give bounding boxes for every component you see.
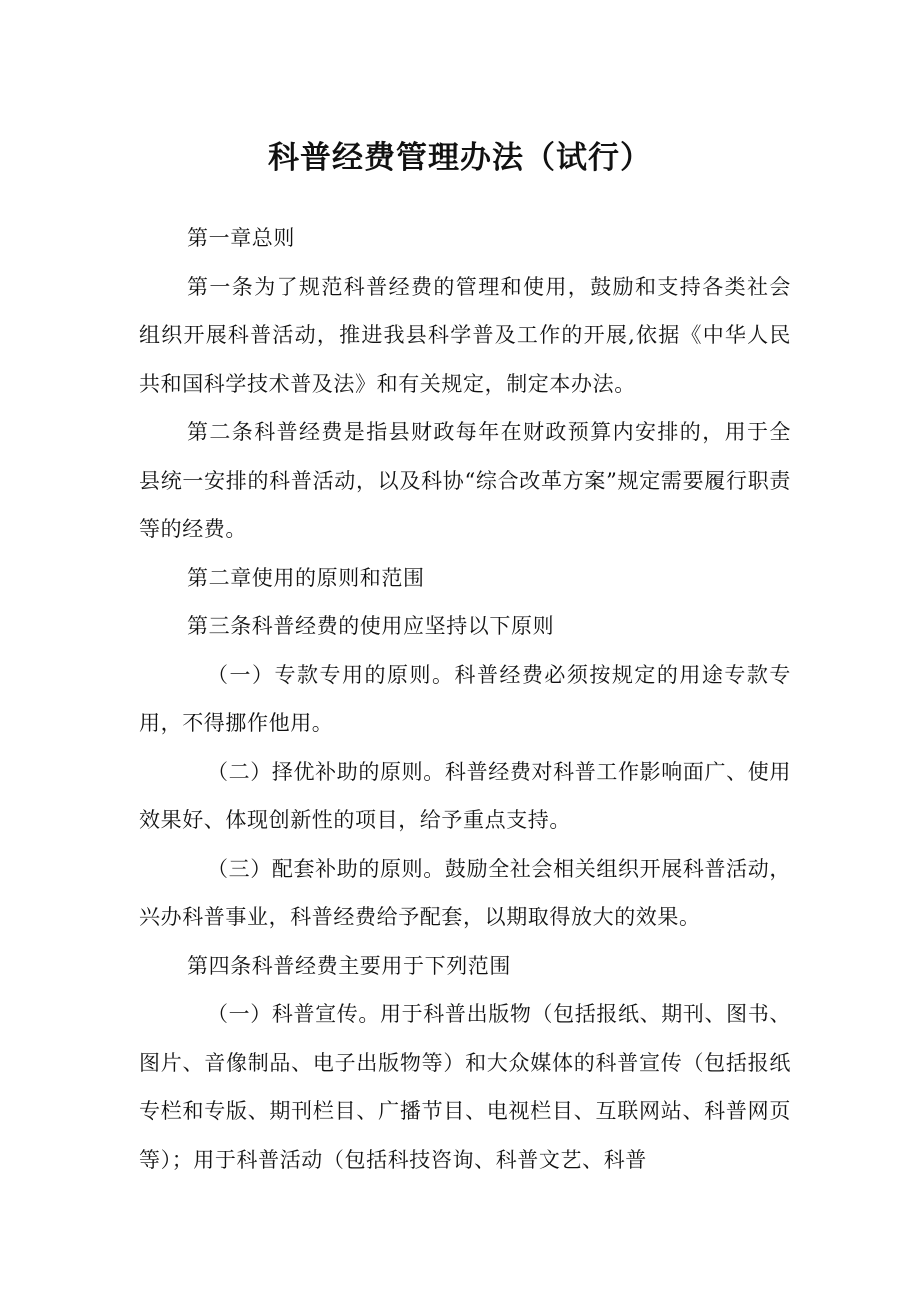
article-paragraph: 第一条为了规范科普经费的管理和使用，鼓励和支持各类社会组织开展科普活动，推进我县科学普及工作的开展,依据《中华人民共和国科学技术普及法》和有关规定，制定本办法。 xyxy=(139,274,791,396)
chapter-heading: 第二章使用的原则和范围 xyxy=(187,565,425,590)
article-paragraph: 第二条科普经费是指县财政每年在财政预算内安排的，用于全县统一安排的科普活动，以及科协“综合改革方案”规定需要履行职责等的经费。 xyxy=(139,420,791,541)
list-item: （一）专款专用的原则。科普经费必须按规定的用途专款专用，不得挪作他用。 xyxy=(139,662,791,735)
document-title: 科普经费管理办法（试行） xyxy=(268,140,652,176)
document-body xyxy=(139,214,791,1184)
chapter-heading: 第一章总则 xyxy=(187,226,295,250)
article-paragraph: 第四条科普经费主要用于下列范围 xyxy=(187,953,511,978)
list-item: （三）配套补助的原则。鼓励全社会相关组织开展科普活动，兴办科普事业，科普经费给予配套，以期取得放大的效果。 xyxy=(139,856,791,929)
article-paragraph: 第三条科普经费的使用应坚持以下原则 xyxy=(187,614,555,638)
list-item: （二）择优补助的原则。科普经费对科普工作影响面广、使用效果好、体现创新性的项目，给予重点支持。 xyxy=(139,759,791,832)
list-item: （一）科普宣传。用于科普出版物（包括报纸、期刊、图书、图片、音像制品、电子出版物等）和大众媒体的科普宣传（包括报纸专栏和专版、期刊栏目、广播节目、电视栏目、互联网站、科普网页等）；用于科普活动（包括科技咨询、科普文艺、科普 xyxy=(139,1002,791,1172)
